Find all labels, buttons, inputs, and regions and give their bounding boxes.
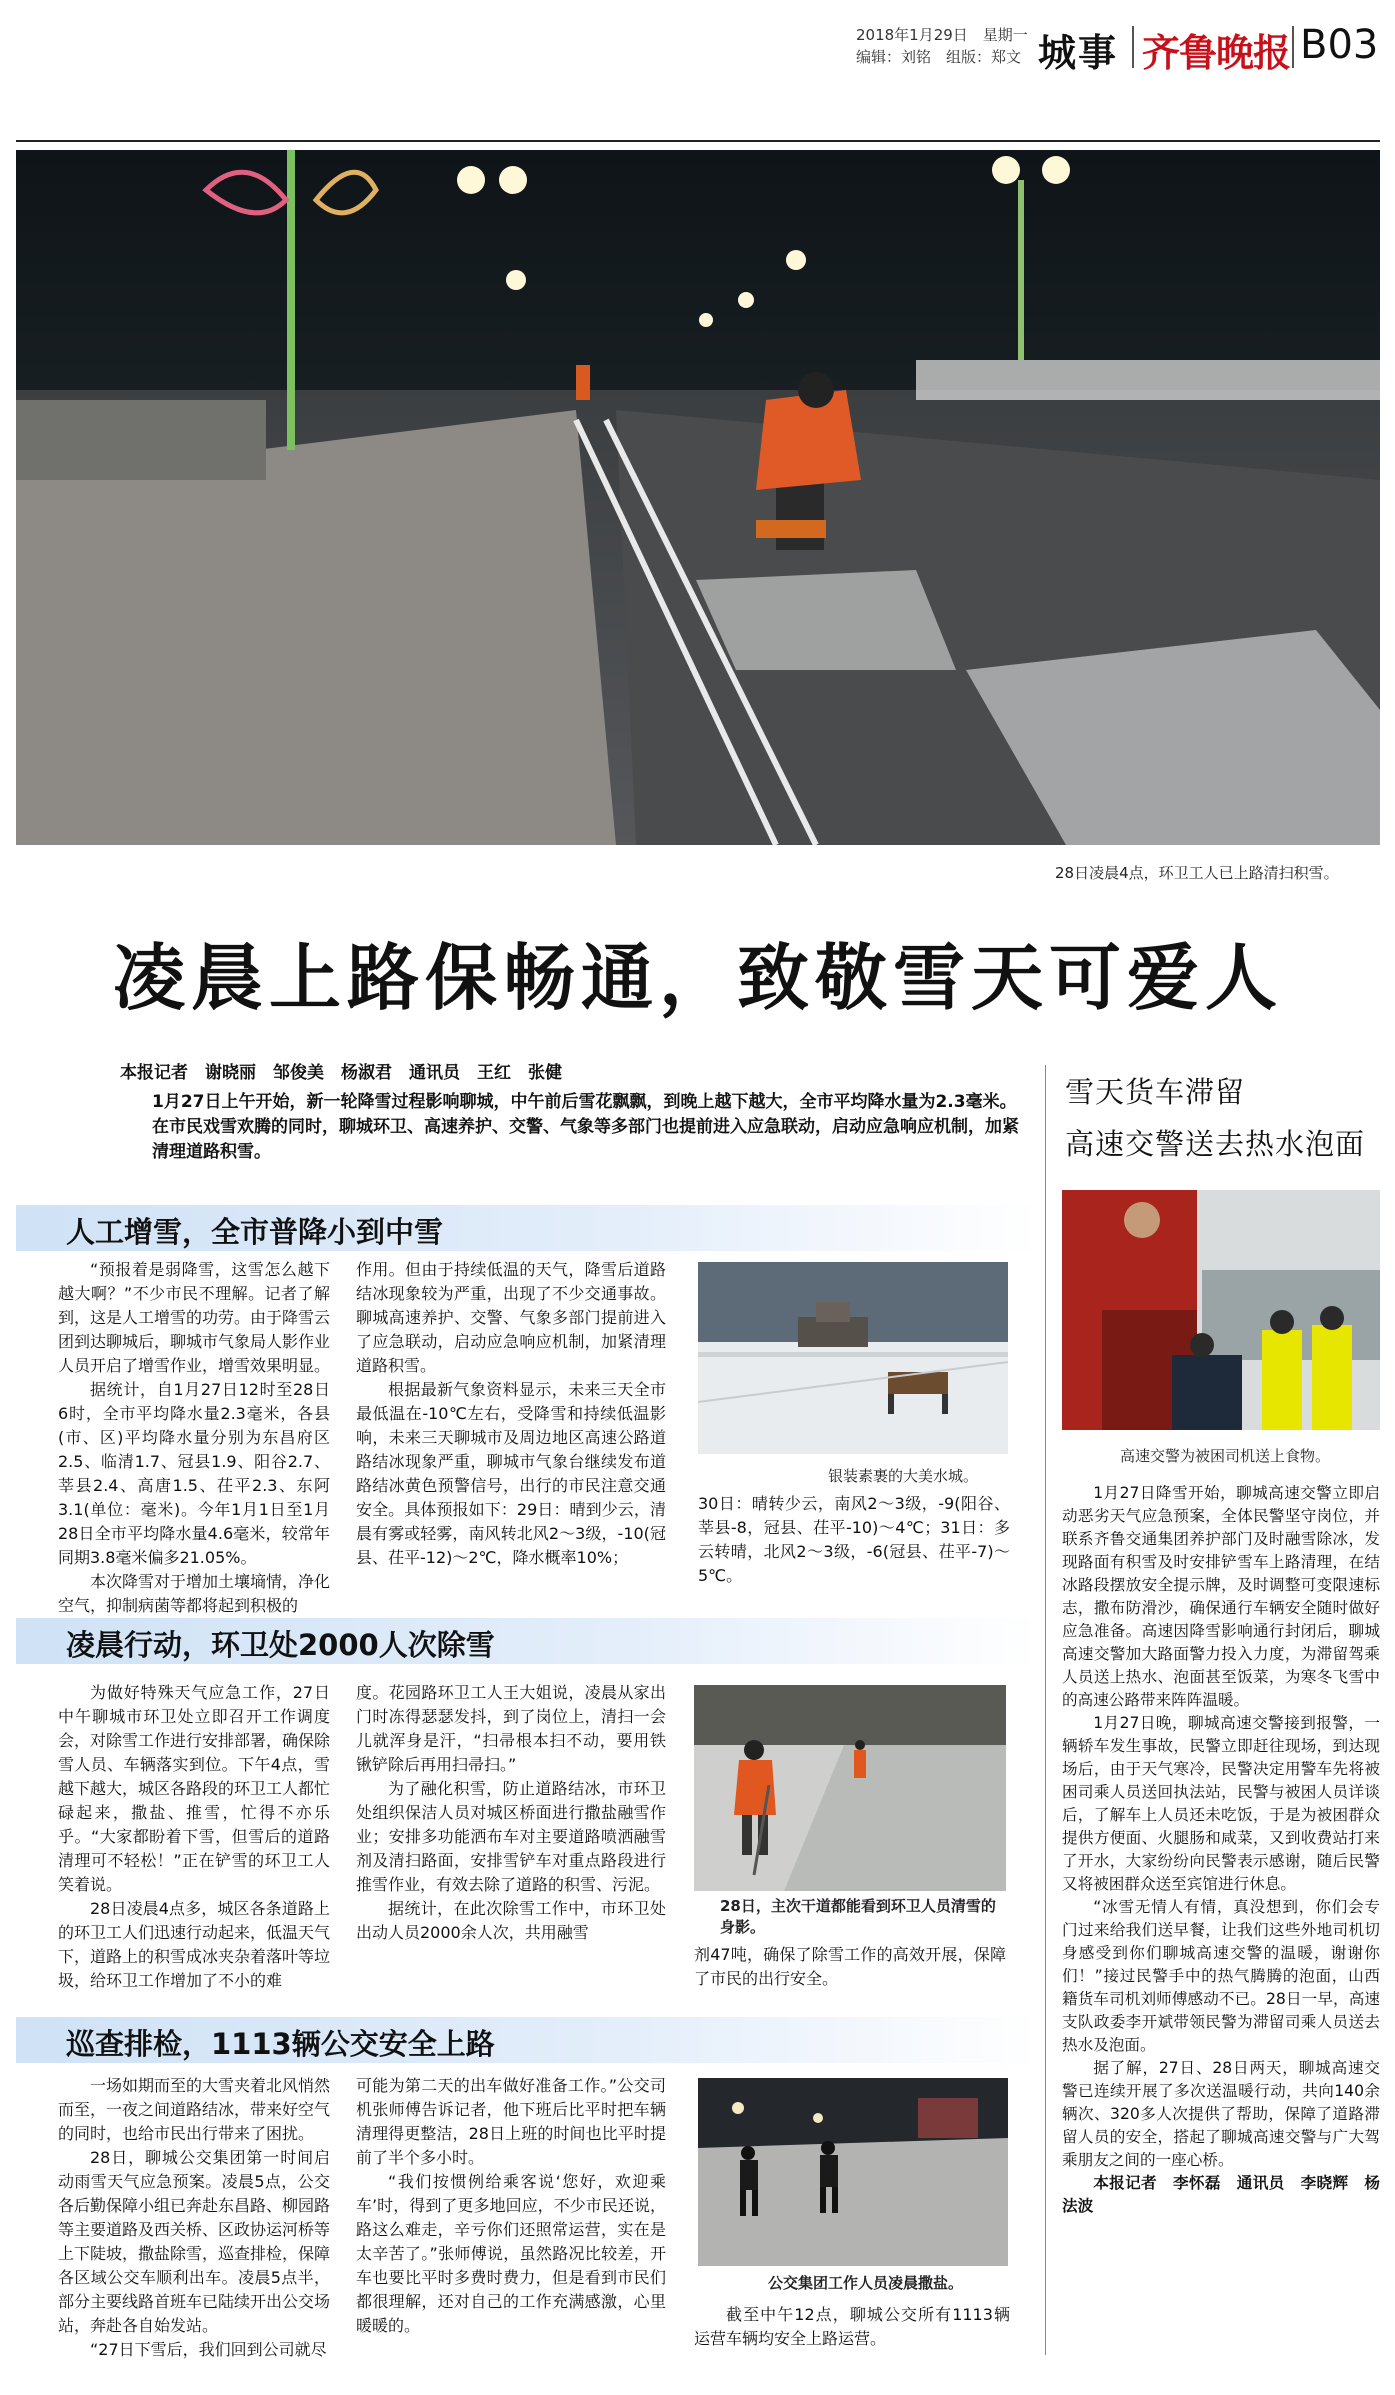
paragraph: 28日，聊城公交集团第一时间启动雨雪天气应急预案。凌晨5点，公交各后勤保障小组已奔赴东昌路、柳园路等主要道路及西关桥、区政协运河桥等上下陡坡，撒盐除雪，巡查排检，保障各区域公交车顺利出车。凌晨5点半，部分主要线路首班车已陆续开出公交场站，奔赴各自始发站。 [58,2148,331,2335]
section-2-photo [694,1685,1006,1891]
section-3-photo [698,2078,1008,2266]
page-number: B03 [1300,22,1379,68]
editor-credit: 编辑：刘铭 组版：郑文 [856,48,1022,66]
sidebar-photo-caption: 高速交警为被困司机送上食物。 [1120,1447,1331,1465]
section-2-col1 [58,1681,330,1993]
top-photo-caption: 28日凌晨4点，环卫工人已上路清扫积雪。 [1055,864,1339,882]
section-1-title: 人工增雪，全市普降小到中雪 [66,1215,444,1249]
paragraph: 30日：晴转少云，南风2～3级，-9(阳谷、莘县-8，冠县、茌平-10)～4℃；31日：多云转晴，北风2～3级，-6(冠县、茌平-7)～5℃。 [698,1494,1010,1585]
paragraph: 剂47吨，确保了除雪工作的高效开展，保障了市民的出行安全。 [694,1945,1006,1988]
sidebar-body [1062,1482,1380,2218]
newspaper-logo: 齐鲁晚报 [1142,30,1291,75]
section-1-photo [698,1262,1008,1454]
section-1-photo-caption: 银装素裹的大美水城。 [828,1467,979,1485]
section-2-photo-caption: 28日，主次干道都能看到环卫人员清雪的身影。 [720,1897,996,1936]
sidebar-paragraph: 1月27日晚，聊城高速交警接到报警，一辆轿车发生事故，民警立即赶往现场，到达现场后，由于天气寒冷，民警决定用警车先将被困司乘人员送回执法站，民警与被困人员详谈后，了解车上人员还未吃饭，于是为被困群众提供方便面、火腿肠和咸菜，又到收费站打来了开水，大家纷纷向民警表示感谢，随后民警又将被困群众送至宾馆进行休息。 [1062,1714,1380,1893]
byline: 本报记者 谢晓丽 邹俊美 杨淑君 通讯员 王红 张健 [120,1063,562,1083]
paragraph: 一场如期而至的大雪夹着北风悄然而至，一夜之间道路结冰，带来好空气的同时，也给市民出行带来了困扰。 [58,2076,331,2143]
sidebar-paragraph: “冰雪无情人有情，真没想到，你们会专门过来给我们送早餐，让我们这些外地司机切身感受到你们聊城高速交警的温暖，谢谢你们！”接过民警手中的热气腾腾的泡面，山西籍货车司机刘师傅感动不已。28日一早，高速支队政委李开斌带领民警为滞留司乘人员送去热水及泡面。 [1062,1898,1380,2054]
sidebar-credit: 本报记者 李怀磊 通讯员 李晓辉 杨法波 [1062,2174,1380,2215]
paragraph: 可能为第二天的出车做好准备工作。”公交司机张师傅告诉记者，他下班后比平时把车辆清理得更整洁，28日上班的时间也比平时提前了半个多小时。 [356,2076,666,2167]
paragraph: 据统计，在此次除雪工作中，市环卫处出动人员2000余人次，共用融雪 [356,1899,666,1942]
paragraph: 为了融化积雪，防止道路结冰，市环卫处组织保洁人员对城区桥面进行撒盐融雪作业；安排多功能洒布车对主要道路喷洒融雪剂及清扫路面，安排雪铲车对重点路段进行推雪作业，有效去除了道路的积雪、污泥。 [356,1779,666,1894]
paragraph: “我们按惯例给乘客说‘您好，欢迎乘车’时，得到了更多地回应，不少市民还说，路这么难走，辛亏你们还照常运营，实在是太辛苦了。”张师傅说，虽然路况比较差，开车也要比平时多费时费力，但是看到市民们都很理解，还对自己的工作充满感激，心里暖暖的。 [356,2172,666,2335]
paragraph: 截至中午12点，聊城公交所有1113辆运营车辆均安全上路运营。 [694,2305,1010,2348]
paragraph: 度。花园路环卫工人王大姐说，凌晨从家出门时冻得瑟瑟发抖，到了岗位上，清扫一会儿就浑身是汗，“扫帚根本扫不动，要用铁锹铲除后再用扫帚扫。” [356,1683,666,1774]
sidebar-title-line2: 高速交警送去热水泡面 [1065,1127,1366,1161]
header-divider [1292,26,1294,68]
paragraph: 28日凌晨4点多，城区各条道路上的环卫工人们迅速行动起来，低温天气下，道路上的积雪成冰夹杂着落叶等垃圾，给环卫工作增加了不小的难 [58,1899,331,1990]
sidebar-photo [1062,1190,1380,1430]
section-2-col3 [694,1943,1006,1991]
section-1-col2 [356,1258,666,1570]
header-divider [1132,26,1134,68]
column-divider [1045,1065,1046,2355]
paragraph: 作用。但由于持续低温的天气，降雪后道路结冰现象较为严重，出现了不少交通事故。聊城高速养护、交警、气象多部门提前进入了应急联动，启动应急响应机制，加紧清理道路积雪。 [356,1260,666,1375]
section-1-col3 [698,1492,1010,1588]
paragraph: 据统计，自1月27日12时至28日6时，全市平均降水量2.3毫米，各县(市、区)平均降水量分别为东昌府区2.5、临清1.7、冠县1.9、阳谷2.7、莘县2.4、高唐1.5、茌平2.3、东阿3.1(单位：毫米)。今年1月1日至1月28日全市平均降水量4.6毫米，较常年同期3.8毫米偏多21.05%。 [58,1380,330,1567]
paragraph: 根据最新气象资料显示，未来三天全市最低温在-10℃左右，受降雪和持续低温影响，未来三天聊城市及周边地区高速公路道路结冰现象严重，聊城市气象台继续发布道路结冰黄色预警信号，出行的市民注意交通安全。具体预报如下：29日：晴到少云，清晨有雾或轻雾，南风转北风2～3级，-10(冠县、茌平-12)～2℃，降水概率10%； [356,1380,666,1567]
section-3-photo-caption: 公交集团工作人员凌晨撒盐。 [768,2274,964,2292]
header-rule [16,140,1380,142]
paragraph: “27日下雪后，我们回到公司就尽 [90,2340,327,2359]
section-3-col1 [58,2074,330,2362]
sidebar-paragraph: 1月27日降雪开始，聊城高速交警立即启动恶劣天气应急预案，全体民警坚守岗位，并联系齐鲁交通集团养护部门及时融雪除冰，发现路面有积雪及时安排铲雪车上路清理，在结冰路段摆放安全提示牌，及时调整可变限速标志，撒布防滑沙，确保通行车辆安全随时做好应急准备。高速因降雪影响通行封闭后，聊城高速交警加大路面警力投入力度，为滞留驾乘人员送上热水、泡面甚至饭菜，为寒冬飞雪中的高速公路带来阵阵温暖。 [1062,1484,1380,1709]
section-3-title: 巡查排检，1113辆公交安全上路 [66,2027,495,2061]
issue-date: 2018年1月29日 星期一 [856,26,1028,44]
section-name: 城事 [1038,30,1119,75]
lead-paragraph: 1月27日上午开始，新一轮降雪过程影响聊城，中午前后雪花飘飘，到晚上越下越大，全市平均降水量为2.3毫米。在市民戏雪欢腾的同时，聊城环卫、高速养护、交警、气象等多部门也提前进入应急联动，启动应急响应机制，加紧清理道路积雪。 [152,1092,1019,1162]
sidebar-paragraph: 据了解，27日、28日两天，聊城高速交警已连续开展了多次送温暖行动，共向140余辆次、320多人次提供了帮助，保障了道路滞留人员的安全，搭起了聊城高速交警与广大驾乘朋友之间的一座心桥。 [1062,2059,1380,2169]
section-2-col2 [356,1681,666,1945]
paragraph: 本次降雪对于增加土壤墒情，净化空气，抑制病菌等都将起到积极的 [58,1572,331,1615]
paragraph: 为做好特殊天气应急工作，27日中午聊城市环卫处立即召开工作调度会，对除雪工作进行安排部署，确保除雪人员、车辆落实到位。下午4点，雪越下越大，城区各路段的环卫工人都忙碌起来，撒盐、推雪，忙得不亦乐乎。“大家都盼着下雪，但雪后的道路清理可不轻松！”正在铲雪的环卫工人笑着说。 [58,1683,331,1894]
section-2-title: 凌晨行动，环卫处2000人次除雪 [66,1628,495,1662]
section-3-col3 [694,2303,1010,2351]
section-1-col1 [58,1258,330,1618]
section-3-col2 [356,2074,666,2338]
paragraph: “预报着是弱降雪，这雪怎么越下越大啊？”不少市民不理解。记者了解到，这是人工增雪的功劳。由于降雪云团到达聊城后，聊城市气象局人影作业人员开启了增雪作业，增雪效果明显。 [58,1260,331,1375]
page-headline: 凌晨上路保畅通，致敬雪天可爱人 [112,936,1283,1020]
top-photo [16,150,1380,845]
sidebar-title-line1: 雪天货车滞留 [1065,1075,1246,1109]
